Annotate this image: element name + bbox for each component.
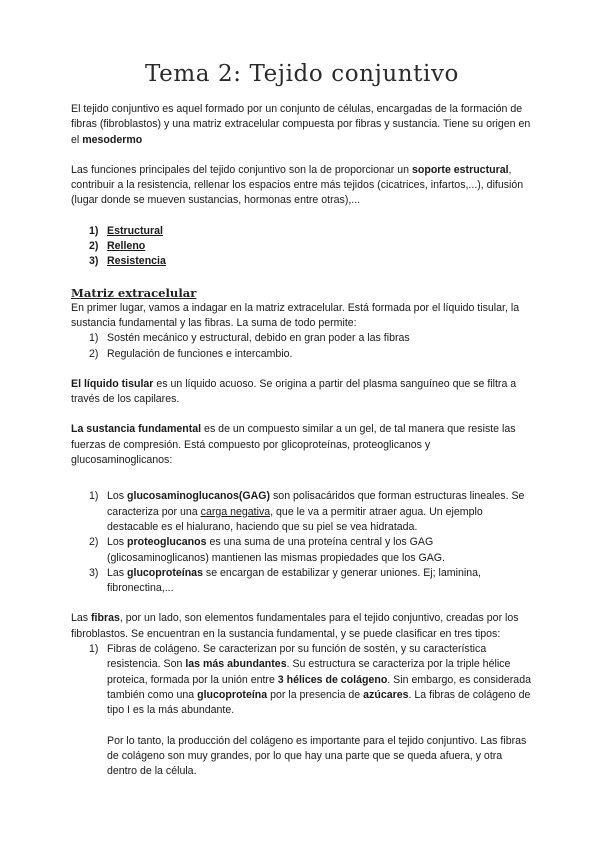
fibers-text-2: , por un lado, son elementos fundamentales para el tejido conjuntivo, creadas por los fibroblastos. Se encuentran en la sustancia fundamental, y se puede clasificar en tres tipos: [71, 612, 519, 640]
list-label: Relleno [107, 240, 146, 253]
fibers-bold: fibras [91, 612, 120, 625]
list-text: Las [107, 566, 128, 579]
list-number: 1) [89, 490, 99, 503]
list-underline: carga negativa, [200, 505, 274, 518]
functions-list [71, 224, 533, 270]
list-bold: glucosaminoglucanos(GAG) [127, 490, 271, 503]
list-text: . Sin embargo, es considerada también como una [107, 673, 531, 701]
liquid-text: es un líquido acuoso. Se origina a partir del plasma sanguíneo que se filtra a través de los capilares. [71, 377, 517, 406]
functions-paragraph [71, 163, 533, 209]
fibers-text-1: Las [71, 612, 92, 625]
list-number: 2) [89, 347, 99, 360]
list-bold: glucoproteínas [127, 566, 203, 579]
list-item [71, 347, 533, 362]
list-item [71, 224, 533, 239]
list-label: Estructural [107, 224, 163, 237]
substance-bold: La sustancia fundamental [71, 423, 202, 436]
functions-text-2: , contribuir a la resistencia, rellenar los espacios entre más tejidos (cicatrices, infartos,...), difusión (lugar donde se mueven sustancias, hormonas entre otras),... [71, 163, 524, 207]
list-number: 2) [89, 536, 99, 549]
substance-paragraph [71, 422, 533, 468]
substance-list [71, 489, 533, 596]
list-bold: azúcares [363, 688, 409, 701]
list-number: 1) [89, 643, 99, 656]
list-number: 2) [89, 240, 99, 253]
list-bold: proteoglucanos [127, 536, 207, 549]
list-item [71, 239, 533, 254]
list-bold: glucoproteína [197, 688, 268, 701]
list-text: Los [107, 490, 128, 503]
list-item [71, 642, 533, 779]
page-title: Tema 2: Tejido conjuntivo [145, 61, 459, 87]
list-text: Sostén mecánico y estructural, debido en gran poder a las fibras [107, 332, 410, 345]
list-text: son polisacáridos que forman estructuras lineales. Se caracteriza por una [107, 490, 525, 518]
list-text: . La fibras de colágeno de tipo I es la más abundante. [107, 688, 531, 717]
document-page [71, 60, 533, 779]
section-heading-matrix: Matriz extracelular [71, 285, 197, 300]
list-item [71, 566, 533, 597]
functions-text-1: Las funciones principales del tejido conjuntivo son la de proporcionar un [71, 163, 412, 176]
list-text: Fibras de colágeno. Se caracterizan por su función de sostén, y su característica resistencia. Son [107, 643, 487, 671]
list-text: Regulación de funciones e intercambio. [107, 347, 293, 360]
intro-bold: mesodermo [82, 133, 143, 146]
substance-text: es de un compuesto similar a un gel, de tal manera que resiste las fuerzas de compresión. Está compuesto por glicoproteínas, proteoglicanos y glucosaminoglicanos: [71, 423, 516, 467]
list-item [71, 254, 533, 269]
list-number: 1) [89, 224, 99, 237]
list-text: Los [107, 536, 128, 549]
list-item [71, 535, 533, 566]
liquid-paragraph [71, 377, 533, 408]
list-bold: las más abundantes [185, 658, 287, 671]
list-text: que le va a permitir atraer agua. Un ejemplo destacable es el hialurano, haciendo que su piel se vea hidratada. [107, 505, 483, 533]
list-text: se encargan de estabilizar y generar uniones. Ej; laminina, fibronectina,... [107, 566, 481, 595]
list-number: 3) [89, 255, 99, 268]
matrix-list [71, 331, 533, 362]
fibers-list [71, 642, 533, 779]
list-item [71, 489, 533, 535]
intro-paragraph [71, 102, 533, 148]
list-text: por la presencia de [267, 688, 364, 701]
liquid-bold: El líquido tisular [71, 377, 154, 390]
list-text: . Su estructura se caracteriza por la triple hélice proteica, formada por la unión entre [107, 658, 511, 686]
list-number: 3) [89, 566, 99, 579]
list-label: Resistencia [107, 255, 166, 268]
fibers-paragraph [71, 611, 533, 642]
intro-text: El tejido conjuntivo es aquel formado por un conjunto de células, encargadas de la formación de fibras (fibroblastos) y una matriz extracelular compuesta por fibras y sustancia. Tiene su origen en el [71, 103, 531, 146]
matrix-paragraph: En primer lugar, vamos a indagar en la matriz extracelular. Está formada por el líquido tisular, la sustancia fundamental y las fibras. La suma de todo permite: [71, 301, 520, 329]
list-text: es una suma de una proteína central y los GAG (glicosaminoglicanos) mantienen las mismas propiedades que los GAG. [107, 536, 445, 564]
collagen-paragraph: Por lo tanto, la producción del colágeno es importante para el tejido conjuntivo. Las fibras de colágeno son muy grandes, por lo que hay una parte que se queda afuera, y otra dentro de la célula. [107, 734, 527, 778]
list-item [71, 331, 533, 346]
list-number: 1) [89, 332, 99, 345]
list-bold: 3 hélices de colágeno [277, 673, 388, 686]
functions-bold: soporte estructural [411, 163, 509, 176]
